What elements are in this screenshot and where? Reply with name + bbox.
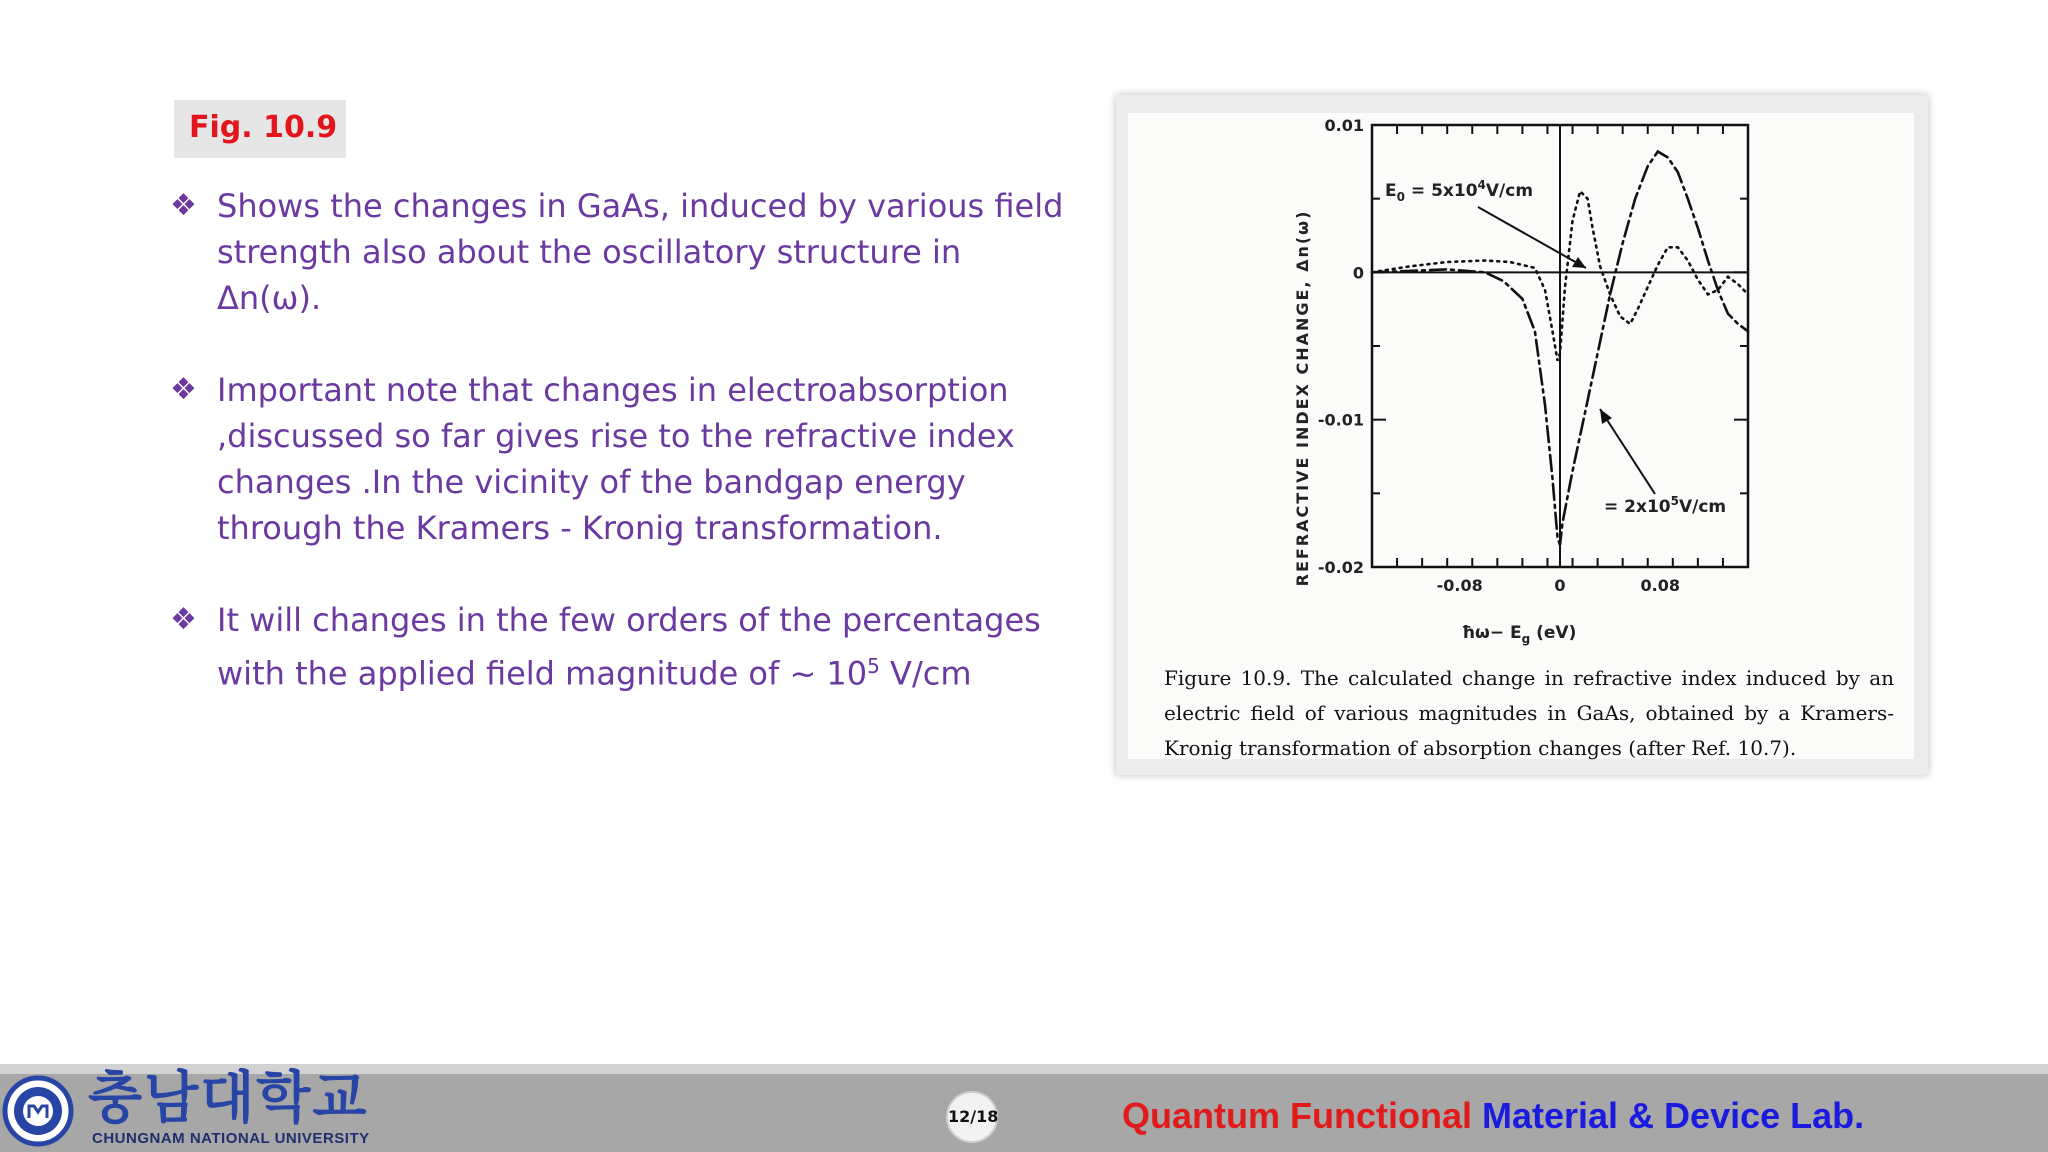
y-axis-label: REFRACTIVE INDEX CHANGE, Δn(ω) [1293,209,1312,587]
arrowhead-icon [1572,257,1586,268]
x-axis-label-main: ħω− E [1461,623,1522,643]
refractive-index-chart [1128,113,1914,653]
page-number-badge: 12/18 [946,1091,998,1143]
annotation-arrow-high-field [1600,409,1655,494]
figure-image [1128,113,1914,759]
annotation-e-exp: 4 [1477,178,1486,192]
diamond-bullet-icon: ❖ [170,602,197,637]
y-tick-label: -0.02 [1317,558,1364,577]
annotation-high-unit: V/cm [1678,497,1727,517]
x-tick-label: -0.08 [1436,576,1483,595]
x-axis-label-sub: g [1521,632,1531,646]
annotation-high-field [1604,494,1726,517]
arrowhead-icon [1600,409,1612,424]
diamond-bullet-icon: ❖ [170,188,197,223]
bullet-text: Shows the changes in GaAs, induced by various field strength also about the oscillatory structure in Δn(ω). [217,187,1064,317]
bullet-superscript: 5 [867,654,880,678]
annotation-e-sub: 0 [1396,190,1405,204]
bullet-text: It will changes in the few orders of the percentages with the applied field magnitude of ~ 10 [217,601,1041,693]
annotation-low-field [1385,178,1533,204]
annotation-e-unit: V/cm [1485,181,1534,201]
annotation-e-value: = 5x10 [1404,181,1478,201]
lab-name-blue: Material & Device Lab. [1482,1095,1865,1136]
bullet-item [170,183,1070,321]
x-axis-label-unit: (eV) [1530,623,1577,643]
figure-frame [1116,95,1928,775]
lab-name [1122,1095,1864,1137]
y-tick-label: 0 [1352,263,1364,283]
y-tick-label: -0.01 [1317,410,1364,430]
university-name-english: CHUNGNAM NATIONAL UNIVERSITY [92,1130,370,1147]
university-seal-icon [2,1072,74,1150]
bullet-list [170,183,1070,697]
x-axis-label [1462,623,1577,646]
diamond-bullet-icon: ❖ [170,372,197,407]
annotation-e: E [1385,181,1397,201]
bullet-item [170,597,1070,697]
annotation-high-exp: 5 [1670,494,1679,508]
bullet-unit: V/cm [879,654,972,693]
bullet-item [170,367,1070,551]
y-tick-label: 0.01 [1324,116,1364,135]
university-name-korean: 충남대학교 [88,1066,369,1131]
figure-tag-label: Fig. 10.9 [189,110,338,145]
x-tick-label: 0.08 [1640,576,1681,595]
figure-caption: Figure 10.9. The calculated change in refractive index induced by an electric field of various magnitudes in GaAs, obtained by a Kramers-Kronig transformation of absorption changes (after Ref. 10.7). [1164,666,1894,760]
figure-tag [174,100,346,158]
bullet-text: Important note that changes in electroabsorption ,discussed so far gives rise to the refractive index changes .In the vicinity of the bandgap energy through the Kramers - Kronig transformation. [217,371,1015,547]
annotation-high-value: = 2x10 [1604,497,1671,517]
lab-name-red: Quantum Functional [1122,1095,1472,1136]
x-tick-label: 0 [1554,576,1566,595]
